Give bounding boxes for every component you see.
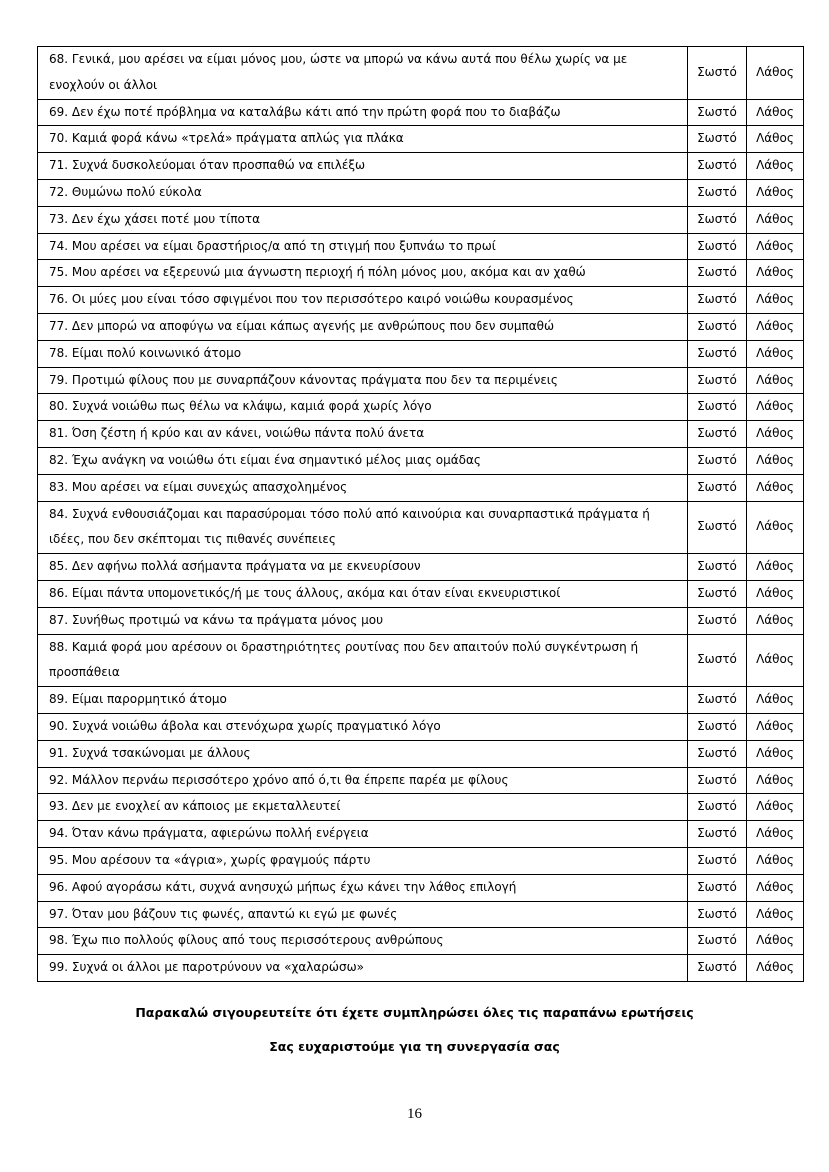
question-number: 81. (49, 426, 69, 441)
question-number: 80. (49, 399, 69, 414)
question-row (38, 874, 804, 901)
question-row (38, 847, 804, 874)
question-text (38, 260, 688, 287)
question-statement: Μου αρέσει να είμαι συνεχώς απασχολημένος (71, 479, 348, 494)
question-row (38, 767, 804, 794)
question-number: 92. (49, 772, 69, 787)
question-text (38, 501, 688, 554)
question-text (38, 821, 688, 848)
question-row (38, 47, 804, 100)
question-text (38, 794, 688, 821)
question-number: 70. (49, 131, 69, 146)
question-text (38, 367, 688, 394)
question-statement: Συχνά τσακώνομαι με άλλους (71, 745, 251, 760)
question-row (38, 634, 804, 687)
question-row (38, 501, 804, 554)
question-number: 74. (49, 238, 69, 253)
answer-false-option[interactable]: Λάθος (747, 340, 804, 367)
question-statement: Συνήθως προτιμώ να κάνω τα πράγματα μόνος μου (71, 612, 384, 627)
question-row (38, 474, 804, 501)
question-text (38, 179, 688, 206)
answer-false-option[interactable]: Λάθος (747, 847, 804, 874)
question-text (38, 634, 688, 687)
answer-true-option[interactable]: Σωστό (688, 99, 747, 126)
question-number: 93. (49, 799, 69, 814)
question-text (38, 99, 688, 126)
thank-you-note: Σας ευχαριστούμε για τη συνεργασία σας (269, 1039, 560, 1054)
question-text (38, 474, 688, 501)
answer-true-option[interactable]: Σωστό (688, 821, 747, 848)
question-row (38, 901, 804, 928)
answer-false-option[interactable]: Λάθος (747, 554, 804, 581)
question-row (38, 955, 804, 982)
question-row (38, 928, 804, 955)
question-statement: Δεν αφήνω πολλά ασήμαντα πράγματα να με εκνευρίσουν (71, 559, 421, 574)
question-row (38, 99, 804, 126)
question-text (38, 874, 688, 901)
answer-false-option[interactable]: Λάθος (747, 447, 804, 474)
question-row (38, 313, 804, 340)
question-number: 85. (49, 559, 69, 574)
answer-false-option[interactable]: Λάθος (747, 421, 804, 448)
question-number: 77. (49, 318, 69, 333)
questionnaire-table (37, 46, 804, 982)
question-number: 71. (49, 158, 69, 173)
question-number: 94. (49, 826, 69, 841)
question-text (38, 394, 688, 421)
answer-false-option[interactable]: Λάθος (747, 767, 804, 794)
completion-reminder: Παρακαλώ σιγουρευτείτε ότι έχετε συμπληρώσει όλες τις παραπάνω ερωτήσεις (135, 1005, 694, 1020)
question-text (38, 126, 688, 153)
question-row (38, 367, 804, 394)
answer-false-option[interactable]: Λάθος (747, 501, 804, 554)
answer-false-option[interactable]: Λάθος (747, 607, 804, 634)
question-statement: Μάλλον περνάω περισσότερο χρόνο από ό,τι θα έπρεπε παρέα με φίλους (71, 772, 509, 787)
question-text (38, 313, 688, 340)
question-statement: Συχνά νοιώθω άβολα και στενόχωρα χωρίς πραγματικό λόγο (71, 718, 441, 733)
question-row (38, 687, 804, 714)
answer-false-option[interactable]: Λάθος (747, 474, 804, 501)
answer-true-option[interactable]: Σωστό (688, 233, 747, 260)
question-statement: Καμιά φορά κάνω «τρελά» πράγματα απλώς για πλάκα (71, 131, 404, 146)
question-statement: Όταν κάνω πράγματα, αφιερώνω πολλή ενέργεια (71, 826, 369, 841)
question-row (38, 580, 804, 607)
answer-false-option[interactable]: Λάθος (747, 179, 804, 206)
question-statement: Δεν με ενοχλεί αν κάποιος με εκμεταλλευτεί (71, 799, 341, 814)
question-statement: Μου αρέσουν τα «άγρια», χωρίς φραγμούς πάρτυ (71, 852, 371, 867)
answer-true-option[interactable]: Σωστό (688, 794, 747, 821)
answer-true-option[interactable]: Σωστό (688, 179, 747, 206)
question-statement: Καμιά φορά μου αρέσουν οι δραστηριότητες ρουτίνας που δεν απαιτούν πολύ συγκέντρωση ή προσπάθεια (49, 639, 639, 680)
answer-true-option[interactable]: Σωστό (688, 447, 747, 474)
question-number: 86. (49, 585, 69, 600)
question-statement: Συχνά ενθουσιάζομαι και παρασύρομαι τόσο πολύ από καινούρια και συναρπαστικά πράγματα ή ιδέες, που δεν σκέπτομαι τις πιθανές συνέπειες (49, 506, 650, 547)
answer-true-option[interactable]: Σωστό (688, 554, 747, 581)
question-text (38, 206, 688, 233)
question-row (38, 340, 804, 367)
question-row (38, 740, 804, 767)
question-text (38, 740, 688, 767)
question-statement: Αφού αγοράσω κάτι, συχνά ανησυχώ μήπως έχω κάνει την λάθος επιλογή (71, 879, 517, 894)
question-statement: Είμαι παρορμητικό άτομο (71, 692, 227, 707)
answer-true-option[interactable]: Σωστό (688, 740, 747, 767)
questionnaire-body (38, 47, 804, 982)
answer-true-option[interactable]: Σωστό (688, 313, 747, 340)
answer-false-option[interactable]: Λάθος (747, 233, 804, 260)
question-text (38, 955, 688, 982)
answer-true-option[interactable]: Σωστό (688, 474, 747, 501)
question-statement: Μου αρέσει να εξερευνώ μια άγνωστη περιοχή ή πόλη μόνος μου, ακόμα και αν χαθώ (71, 265, 586, 280)
question-statement: Όση ζέστη ή κρύο και αν κάνει, νοιώθω πάντα πολύ άνετα (71, 426, 425, 441)
answer-true-option[interactable]: Σωστό (688, 367, 747, 394)
question-number: 95. (49, 852, 69, 867)
question-statement: Δεν μπορώ να αποφύγω να είμαι κάπως αγενής με ανθρώπους που δεν συμπαθώ (71, 318, 555, 333)
answer-true-option[interactable]: Σωστό (688, 928, 747, 955)
answer-false-option[interactable]: Λάθος (747, 740, 804, 767)
question-number: 68. (49, 52, 69, 66)
answer-true-option[interactable]: Σωστό (688, 287, 747, 314)
answer-true-option[interactable]: Σωστό (688, 394, 747, 421)
answer-false-option[interactable]: Λάθος (747, 713, 804, 740)
answer-false-option[interactable]: Λάθος (747, 367, 804, 394)
answer-false-option[interactable]: Λάθος (747, 955, 804, 982)
question-statement: Οι μύες μου είναι τόσο σφιγμένοι που τον περισσότερο καιρό νοιώθω κουρασμένος (71, 292, 574, 307)
answer-true-option[interactable]: Σωστό (688, 767, 747, 794)
answer-true-option[interactable]: Σωστό (688, 260, 747, 287)
question-number: 88. (49, 639, 69, 654)
question-row (38, 821, 804, 848)
answer-false-option[interactable]: Λάθος (747, 287, 804, 314)
answer-true-option[interactable]: Σωστό (688, 847, 747, 874)
answer-true-option[interactable]: Σωστό (688, 153, 747, 180)
question-statement: Συχνά δυσκολεύομαι όταν προσπαθώ να επιλέξω (71, 158, 366, 173)
question-row (38, 447, 804, 474)
answer-false-option[interactable]: Λάθος (747, 580, 804, 607)
answer-false-option[interactable]: Λάθος (747, 313, 804, 340)
question-text (38, 233, 688, 260)
answer-false-option[interactable]: Λάθος (747, 794, 804, 821)
answer-true-option[interactable]: Σωστό (688, 421, 747, 448)
question-statement: Δεν έχω ποτέ πρόβλημα να καταλάβω κάτι από την πρώτη φορά που το διαβάζω (71, 104, 561, 119)
answer-false-option[interactable]: Λάθος (747, 99, 804, 126)
question-statement: Μου αρέσει να είμαι δραστήριος/α από τη στιγμή που ξυπνάω το πρωί (71, 238, 496, 253)
question-row (38, 233, 804, 260)
question-row (38, 554, 804, 581)
answer-false-option[interactable]: Λάθος (747, 901, 804, 928)
answer-false-option[interactable]: Λάθος (747, 687, 804, 714)
answer-false-option[interactable]: Λάθος (747, 634, 804, 687)
answer-false-option[interactable]: Λάθος (747, 394, 804, 421)
question-number: 87. (49, 612, 69, 627)
question-statement: Συχνά νοιώθω πως θέλω να κλάψω, καμιά φορά χωρίς λόγο (71, 399, 432, 414)
question-statement: Συχνά οι άλλοι με παροτρύνουν να «χαλαρώσω» (71, 960, 364, 975)
answer-true-option[interactable]: Σωστό (688, 901, 747, 928)
question-text (38, 713, 688, 740)
question-text (38, 153, 688, 180)
answer-true-option[interactable]: Σωστό (688, 955, 747, 982)
question-number: 84. (49, 506, 69, 521)
question-text (38, 554, 688, 581)
question-statement: Θυμώνω πολύ εύκολα (71, 184, 202, 199)
question-number: 82. (49, 452, 69, 467)
answer-false-option[interactable]: Λάθος (747, 874, 804, 901)
question-statement: Έχω ανάγκη να νοιώθω ότι είμαι ένα σημαντικό μέλος μιας ομάδας (71, 452, 481, 467)
question-number: 75. (49, 265, 69, 280)
question-row (38, 794, 804, 821)
question-text (38, 421, 688, 448)
question-text (38, 287, 688, 314)
question-number: 98. (49, 933, 69, 948)
answer-true-option[interactable]: Σωστό (688, 501, 747, 554)
question-number: 97. (49, 906, 69, 921)
question-statement: Γενικά, μου αρέσει να είμαι μόνος μου, ώστε να μπορώ να κάνω αυτά που θέλω χωρίς να με ενοχλούν οι άλλοι (49, 52, 628, 92)
question-row (38, 607, 804, 634)
answer-true-option[interactable]: Σωστό (688, 634, 747, 687)
question-text (38, 607, 688, 634)
question-text (38, 847, 688, 874)
question-text (38, 340, 688, 367)
question-row (38, 206, 804, 233)
question-row (38, 126, 804, 153)
question-text (38, 47, 688, 100)
question-text (38, 928, 688, 955)
answer-false-option[interactable]: Λάθος (747, 821, 804, 848)
question-text (38, 580, 688, 607)
question-number: 76. (49, 292, 69, 307)
question-statement: Έχω πιο πολλούς φίλους από τους περισσότερους ανθρώπους (71, 933, 444, 948)
answer-false-option[interactable]: Λάθος (747, 928, 804, 955)
question-number: 96. (49, 879, 69, 894)
answer-true-option[interactable]: Σωστό (688, 340, 747, 367)
question-statement: Όταν μου βάζουν τις φωνές, απαντώ κι εγώ με φωνές (71, 906, 398, 921)
answer-true-option[interactable]: Σωστό (688, 874, 747, 901)
answer-true-option[interactable]: Σωστό (688, 126, 747, 153)
answer-false-option[interactable]: Λάθος (747, 206, 804, 233)
question-row (38, 260, 804, 287)
question-row (38, 713, 804, 740)
question-statement: Είμαι πάντα υπομονετικός/ή με τους άλλους, ακόμα και όταν είναι εκνευριστικοί (71, 585, 561, 600)
question-number: 69. (49, 104, 69, 119)
answer-true-option[interactable]: Σωστό (688, 47, 747, 100)
question-number: 72. (49, 184, 69, 199)
answer-false-option[interactable]: Λάθος (747, 260, 804, 287)
answer-true-option[interactable]: Σωστό (688, 206, 747, 233)
question-number: 79. (49, 372, 69, 387)
question-number: 83. (49, 479, 69, 494)
question-row (38, 179, 804, 206)
answer-true-option[interactable]: Σωστό (688, 687, 747, 714)
question-number: 91. (49, 745, 69, 760)
question-text (38, 767, 688, 794)
question-text (38, 447, 688, 474)
page-number: 16 (407, 1106, 422, 1122)
answer-false-option[interactable]: Λάθος (747, 126, 804, 153)
question-statement: Προτιμώ φίλους που με συναρπάζουν κάνοντας πράγματα που δεν τα περιμένεις (71, 372, 558, 387)
question-number: 99. (49, 960, 69, 975)
question-row (38, 287, 804, 314)
question-statement: Είμαι πολύ κοινωνικό άτομο (71, 345, 242, 360)
question-text (38, 901, 688, 928)
answer-true-option[interactable]: Σωστό (688, 607, 747, 634)
question-number: 73. (49, 211, 69, 226)
question-number: 78. (49, 345, 69, 360)
question-row (38, 421, 804, 448)
question-row (38, 394, 804, 421)
question-text (38, 687, 688, 714)
question-number: 89. (49, 692, 69, 707)
answer-true-option[interactable]: Σωστό (688, 713, 747, 740)
question-number: 90. (49, 718, 69, 733)
answer-false-option[interactable]: Λάθος (747, 47, 804, 100)
question-statement: Δεν έχω χάσει ποτέ μου τίποτα (71, 211, 261, 226)
answer-true-option[interactable]: Σωστό (688, 580, 747, 607)
question-row (38, 153, 804, 180)
answer-false-option[interactable]: Λάθος (747, 153, 804, 180)
